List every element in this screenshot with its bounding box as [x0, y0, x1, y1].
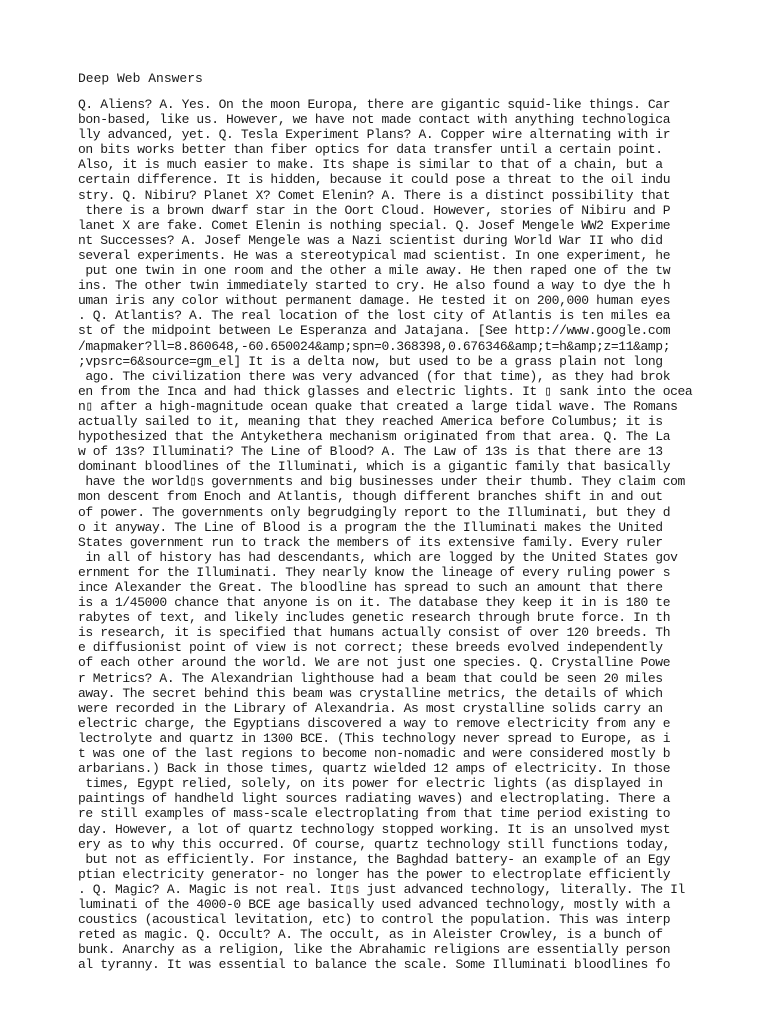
text-line: is a 1/45000 chance that anyone is on it. The database they keep it in is 180 te — [78, 595, 671, 611]
text-line: ince Alexander the Great. The bloodline has spread to such an amount that there — [78, 580, 663, 595]
text-line: on bits works better than fiber optics for data transfer until a certain point. — [78, 142, 663, 158]
text-line: of power. The governments only begrudgingly report to the Illuminati, but they d — [78, 504, 671, 520]
text-line: but not as efficiently. For instance, the Baghdad battery- an example of an Egy — [78, 851, 671, 867]
text-line: lanet X are fake. Comet Elenin is nothing special. Q. Josef Mengele WW2 Experime — [78, 217, 671, 233]
text-line: mon descent from Enoch and Atlantis, though different branches shift in and out — [78, 489, 663, 505]
text-line: there is a brown dwarf star in the Oort Cloud. However, stories of Nibiru and P — [78, 202, 671, 218]
text-line: en from the Inca and had thick glasses and electric lights. It ▯ sank into the ocea — [78, 383, 693, 399]
text-line: certain difference. It is hidden, because it could pose a threat to the oil indu — [78, 172, 671, 188]
text-line: nt Successes? A. Josef Mengele was a Nazi scientist during World War II who did — [78, 232, 663, 248]
text-line: t was one of the last regions to become non-nomadic and were considered mostly b — [78, 746, 671, 762]
text-line: several experiments. He was a stereotypical mad scientist. In one experiment, he — [78, 247, 671, 263]
text-line: in all of history has had descendants, which are logged by the United States gov — [78, 549, 678, 565]
text-line: ernment for the Illuminati. They nearly know the lineage of every ruling power s — [78, 564, 671, 580]
text-line: Q. Aliens? A. Yes. On the moon Europa, there are gigantic squid-like things. Car — [78, 97, 671, 112]
text-line: away. The secret behind this beam was crystalline metrics, the details of which — [78, 685, 663, 701]
text-line: actually sailed to it, meaning that they reached America before Columbus; it is — [78, 413, 663, 429]
text-line: bunk. Anarchy as a religion, like the Abrahamic religions are essentially person — [78, 942, 671, 958]
text-line: n▯ after a high-magnitude ocean quake that created a large tidal wave. The Romans — [78, 398, 678, 414]
text-line: /mapmaker?ll=8.860648,-60.650024&amp;spn=0.368398,0.676346&amp;t=h&amp;z=11&amp; — [78, 338, 671, 354]
document-body — [78, 97, 698, 972]
text-line: paintings of handheld light sources radiating waves) and electroplating. There a — [78, 791, 671, 807]
text-line: r Metrics? A. The Alexandrian lighthouse had a beam that could be seen 20 miles — [78, 670, 663, 686]
text-line: st of the midpoint between Le Esperanza and Jatajana. [See http://www.google.com — [78, 323, 671, 339]
text-line: is research, it is specified that humans actually consist of over 120 breeds. Th — [78, 625, 671, 641]
text-line: rabytes of text, and likely includes genetic research through brute force. In th — [78, 610, 671, 626]
text-line: w of 13s? Illuminati? The Line of Blood? A. The Law of 13s is that there are 13 — [78, 444, 663, 460]
text-line: arbarians.) Back in those times, quartz wielded 12 amps of electricity. In those — [78, 761, 671, 777]
text-line: have the world▯s governments and big businesses under their thumb. They claim com — [78, 474, 685, 490]
text-line: . Q. Atlantis? A. The real location of the lost city of Atlantis is ten miles ea — [78, 308, 671, 324]
text-line: luminati of the 4000-0 BCE age basically used advanced technology, mostly with a — [78, 896, 671, 912]
text-line: uman iris any color without permanent damage. He tested it on 200,000 human eyes — [78, 293, 671, 309]
text-line: electric charge, the Egyptians discovered a way to remove electricity from any e — [78, 715, 671, 731]
document-title: Deep Web Answers — [78, 71, 203, 86]
text-line: dominant bloodlines of the Illuminati, which is a gigantic family that basically — [78, 459, 671, 475]
text-line: coustics (acoustical levitation, etc) to control the population. This was interp — [78, 912, 671, 928]
text-line: stry. Q. Nibiru? Planet X? Comet Elenin? A. There is a distinct possibility that — [78, 187, 671, 203]
text-line: were recorded in the Library of Alexandria. As most crystalline solids carry an — [78, 700, 663, 716]
text-line: bon-based, like us. However, we have not made contact with anything technologica — [78, 112, 671, 128]
text-line: Also, it is much easier to make. Its shape is similar to that of a chain, but a — [78, 157, 663, 173]
text-line: . Q. Magic? A. Magic is not real. It▯s just advanced technology, literally. The Il — [78, 881, 685, 897]
text-line: ;vpsrc=6&source=gm_el] It is a delta now, but used to be a grass plain not long — [78, 353, 663, 369]
text-line: o it anyway. The Line of Blood is a program the the Illuminati makes the United — [78, 519, 663, 535]
text-line: lly advanced, yet. Q. Tesla Experiment Plans? A. Copper wire alternating with ir — [78, 127, 671, 143]
text-line: reted as magic. Q. Occult? A. The occult, as in Aleister Crowley, is a bunch of — [78, 927, 663, 943]
text-line: ago. The civilization there was very advanced (for that time), as they had brok — [78, 368, 671, 384]
text-line: hypothesized that the Antykethera mechanism originated from that area. Q. The La — [78, 429, 671, 445]
text-line: ins. The other twin immediately started to cry. He also found a way to dye the h — [78, 278, 671, 294]
text-line: of each other around the world. We are not just one species. Q. Crystalline Powe — [78, 655, 671, 671]
text-line: day. However, a lot of quartz technology stopped working. It is an unsolved myst — [78, 821, 671, 837]
text-line: ptian electricity generator- no longer has the power to electroplate efficiently — [78, 866, 671, 882]
text-line: ery as to why this occurred. Of course, quartz technology still functions today, — [78, 836, 671, 852]
text-line: lectrolyte and quartz in 1300 BCE. (This technology never spread to Europe, as i — [78, 730, 671, 746]
text-line: times, Egypt relied, solely, on its power for electric lights (as displayed in — [78, 776, 663, 792]
text-line: re still examples of mass-scale electroplating from that time period existing to — [78, 806, 671, 822]
text-line: States government run to track the members of its extensive family. Every ruler — [78, 534, 663, 550]
text-line: put one twin in one room and the other a mile away. He then raped one of the tw — [78, 263, 671, 279]
text-line: e diffusionist point of view is not correct; these breeds evolved independently — [78, 640, 663, 656]
text-line: al tyranny. It was essential to balance the scale. Some Illuminati bloodlines fo — [78, 957, 671, 973]
